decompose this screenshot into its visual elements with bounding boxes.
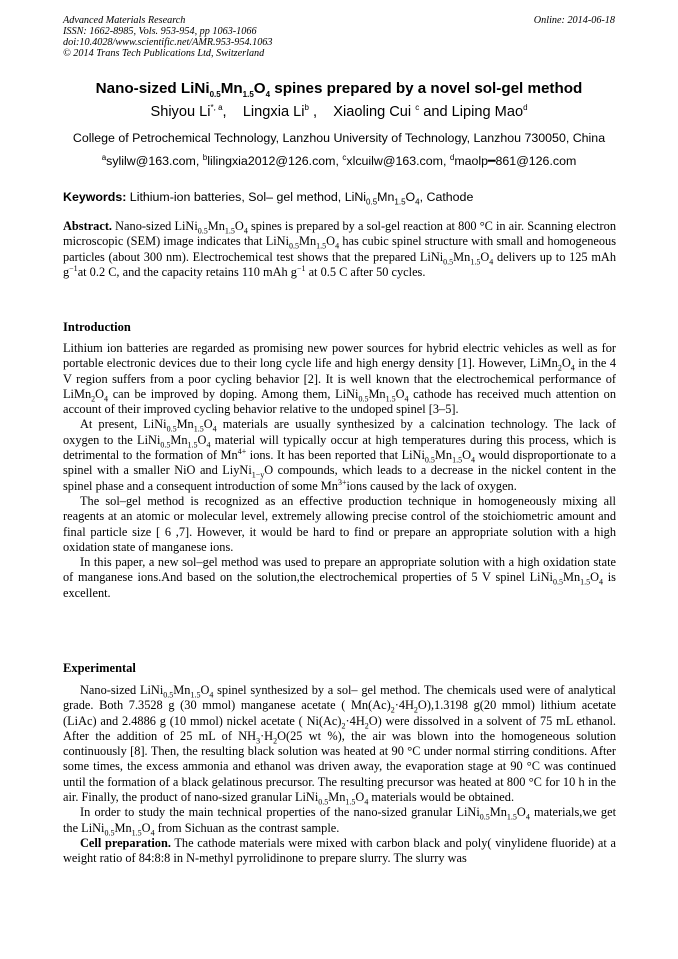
section-heading-introduction: Introduction — [63, 320, 131, 334]
copyright-line: © 2014 Trans Tech Publications Ltd, Switzerland — [63, 48, 265, 59]
issn-line: ISSN: 1662-8985, Vols. 953-954, pp 1063-1066 — [63, 26, 257, 37]
paragraph: Lithium ion batteries are regarded as promising new power sources for hybrid electric vehicles as well as for portable electronic devices due to their long cycle life and high energy density [1]. However, $LiMn_2O_4$ in the 4 V region suffers from a poor cycling behavior [2]. It is well known that the electrochemical performance of $LiMn_2O_4$ can be improved by doping. Among them, $LiNi_{0.5}Mn_{1.5}O_4$ cathode has received much attention on account of their improved cycling behavior relative to the undoped spinel [3–5]. — [63, 341, 616, 417]
paragraph: In this paper, a new sol–gel method was used to prepare an appropriate solution with a high oxidation state of manganese ions.And based on the solution,the electrochemical properties of 5 V spinel $LiNi_{0.5}Mn_{1.5}O_4$ is excellent. — [63, 555, 616, 600]
author: Liping Mao — [451, 104, 524, 120]
paragraph: Cell preparation. The cathode materials were mixed with carbon black and poly( vinylidene fluoride) at a weight ratio of 84:8:8 in N-methyl pyrrolidinone to prepare slurry. The slurry was — [63, 835, 616, 866]
paragraph: Nano-sized $LiNi_{0.5}Mn_{1.5}O_4$ spinel synthesized by a sol– gel method. The chemicals used were of analytical grade. Both 7.3528 g (30 mmol) manganese acetate ( $Mn(Ac)_2\cdot 4H_2O),1.3198$ g(20 mmol) lithium acetate (LiAc) and 2.4886 g (10 mmol) nickel acetate ( $Ni(Ac)_2\cdot 4H_2O$) were dissolved in a solvent of 75 mL ethanol. After the addition of 25 mL of $NH_3\cdot H_2O(25$ wt %), the air was blown into the homogeneous solution continuously [8]. Then, the resulting black solution was heated at 90 °C under normal stirring conditions. After some times, the excess ammonia and ethanol was driven away, the evaporation stage at 90 °C was continued until the formation of a black gelatinous precursor. The resulting precursor was heated at 800 °C for 10 h in the air. Finally, the product of nano-sized granular $LiNi_{0.5}Mn_{1.5}O_4$ materials would be obtained. — [63, 683, 616, 807]
keywords: Keywords: Lithium-ion batteries, Sol– gel method, $LiNi_{0.5}Mn_{1.5}O_4$, Cathode — [63, 190, 474, 207]
section-heading-experimental: Experimental — [63, 661, 136, 675]
affiliation: College of Petrochemical Technology, Lanzhou University of Technology, Lanzhou 730050, China — [72, 131, 606, 145]
author: Shiyou Li — [150, 104, 211, 120]
introduction-body — [63, 341, 616, 601]
journal-header — [63, 15, 615, 59]
paragraph: At present, $LiNi_{0.5}Mn_{1.5}O_4$ materials are usually synthesized by a calcination technology. The lack of oxygen to the $LiNi_{0.5}Mn_{1.5}O_4$ material will typically occur at high temperatures during this process, which is detrimental to the formation of $Mn^{4+}$ ions. It has been reported that $LiNi_{0.5}Mn_{1.5}O_4$ would disproportionate to a spinel with a smaller NiO and LiyNi$_{1-y}$O compounds, which leads to a decrease in the nickel content in the spinel phase and a consequent introduction of some $Mn^{3+}ions$ caused by the lack of oxygen. — [63, 417, 617, 493]
author-list: Shiyou $Li^{*, a}$, Lingxia Li$^b$ , Xiaoling Cui $^c$ and Liping Mao$^d$ — [150, 103, 528, 120]
online-date: Online: 2014-06-18 — [533, 15, 615, 26]
abstract: Abstract. Nano-sized $LiNi_{0.5}Mn_{1.5}O_4$ spines is prepared by a sol-gel reaction at 800 °C in air. Scanning electron microscopic (SEM) image indicates that $LiNi_{0.5}Mn_{1.5}O_4$ has cubic spinel structure with small and homogeneous particles (about 300 nm). Electrochemical test shows that the prepared $LiNi_{0.5}Mn_{1.5}O_4$ delivers up to 125 mAh $g^{-1}at$ 0.2 C, and the capacity retains 110 mAh $g^{-1}$ at 0.5 C after 50 cycles. — [63, 219, 617, 279]
author: Xiaoling Cui — [333, 104, 416, 120]
experimental-body — [63, 683, 616, 867]
email-list: $^a$sylilw@163.com, $^b$lilingxia2012@126.com, $^c$xlcuilw@163.com, $^d$maolp━861@126.com — [101, 152, 577, 168]
doi-line: doi:10.4028/www.scientific.net/AMR.953-954.1063 — [63, 37, 273, 48]
paragraph: The sol–gel method is recognized as an effective production technique in homogeneously mixing all reagents at an atomic or molecular level, extremely allowing precise control of the stoichiometric amount and final particle size [ 6 ,7]. However, it would be hard to find or prepare an appropriate solution with a high oxidation state of manganese ions. — [63, 493, 616, 554]
paper-title: Nano-sized $LiNi_{0.5}Mn_{1.5}O_4$ spines prepared by a novel sol-gel method — [95, 80, 583, 100]
author: Lingxia Li — [242, 104, 305, 120]
paragraph: In order to study the main technical properties of the nano-sized granular $LiNi_{0.5}Mn_{1.5}O_4$ materials,we get the $LiNi_{0.5}Mn_{1.5}O_4$ from Sichuan as the contrast sample. — [63, 805, 617, 838]
journal-name: Advanced Materials Research — [63, 15, 186, 26]
